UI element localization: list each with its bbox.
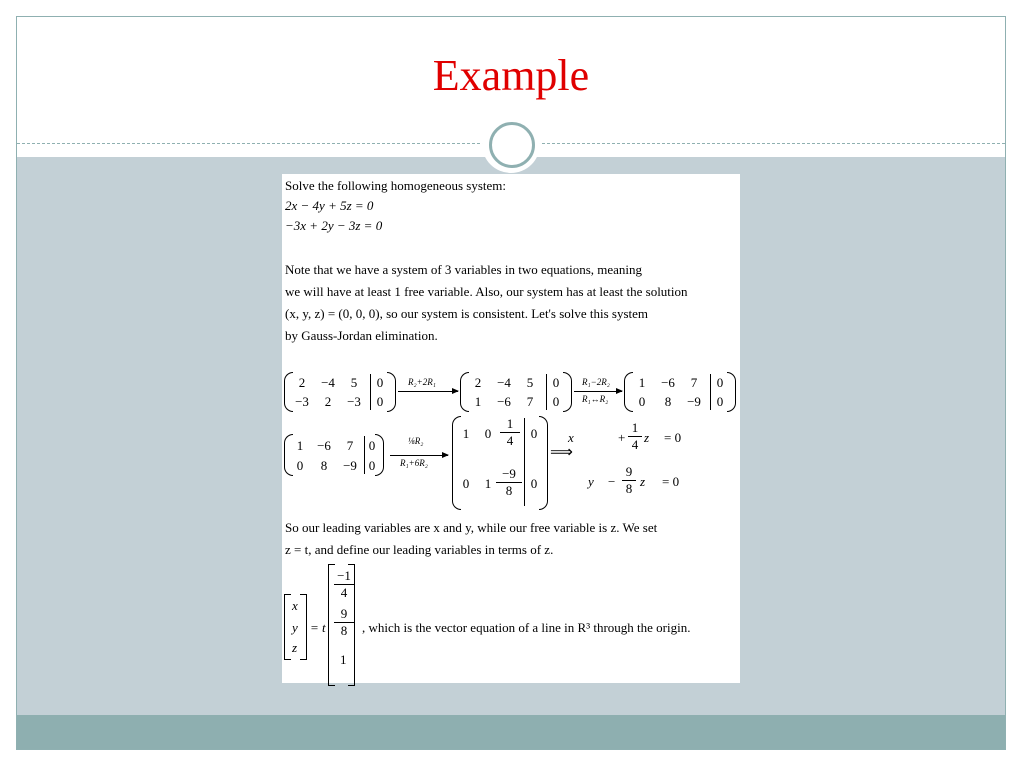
sol-plus: + <box>618 430 626 445</box>
matrix-3: 1 −6 7 0 0 8 −9 0 <box>624 372 736 414</box>
sol-y: y <box>588 474 594 489</box>
matrix-4: 1 −6 7 0 0 8 −9 0 <box>284 434 384 476</box>
row-op-3b: R₁+6R₂ <box>400 458 428 468</box>
note-line-1: Note that we have a system of 3 variables in two equations, meaning <box>285 262 643 277</box>
row-op-1: R₂+2R₁ <box>408 377 436 387</box>
note-line-3: (x, y, z) = (0, 0, 0), so our system is consistent. Let's solve this system <box>285 306 649 321</box>
lead-line-1: So our leading variables are x and y, while our free variable is z. We set <box>285 520 658 535</box>
sol-eq2: = 0 <box>662 474 680 489</box>
vec-y: y <box>292 620 298 635</box>
note-line-2: we will have at least 1 free variable. Also, our system has at least the solution <box>285 284 688 299</box>
row-op-2a: R₁−2R₂ <box>582 377 610 387</box>
sol-z1: z <box>644 430 650 445</box>
row-op-2b: R₁↔R₂ <box>582 394 609 404</box>
sol-eq1: = 0 <box>664 430 682 445</box>
intro-text: Solve the following homogeneous system: <box>285 178 506 193</box>
ring-icon <box>489 122 535 168</box>
sol-frac-2: $\frac{9}{8}$ <box>622 464 636 497</box>
closing-text: , which is the vector equation of a line in R³ through the origin. <box>362 620 691 635</box>
right-bracket <box>300 594 307 660</box>
right-bracket <box>348 564 355 686</box>
sol-x: x <box>568 430 574 445</box>
document-image <box>282 174 740 683</box>
arrow-icon <box>398 391 458 392</box>
vec-x: x <box>292 598 298 613</box>
vec-a: $\frac{-1}{4}$ <box>334 568 354 601</box>
vec-c: 1 <box>340 652 347 667</box>
left-bracket <box>284 594 291 660</box>
row-op-3a: ⅛R₂ <box>408 436 424 446</box>
matrix-2: 2 −4 5 0 1 −6 7 0 <box>460 372 572 414</box>
arrow-icon <box>574 391 622 392</box>
equation-2: −3x + 2y − 3z = 0 <box>285 218 383 233</box>
implies-icon: ⟹ <box>550 444 573 461</box>
sol-minus: − <box>608 474 616 489</box>
footer-band <box>17 715 1005 749</box>
equation-1: 2x − 4y + 5z = 0 <box>285 198 374 213</box>
vec-b: $\frac{9}{8}$ <box>334 606 354 639</box>
sol-z2: z <box>640 474 646 489</box>
vec-z: z <box>292 640 298 655</box>
sol-frac-1: $\frac{1}{4}$ <box>628 420 642 453</box>
note-line-4: by Gauss-Jordan elimination. <box>285 328 438 343</box>
slide-title: Example <box>432 51 590 100</box>
matrix-1: 2 −4 5 0 −3 2 −3 0 <box>284 372 396 414</box>
matrix-5: 1 0 $\frac{1}{4}$ 0 0 1 $\frac{-9}{8}$ 0 <box>452 416 548 510</box>
lead-line-2: z = t, and define our leading variables in terms of z. <box>285 542 554 557</box>
vec-eq: = t <box>310 620 326 635</box>
slide <box>16 16 1006 750</box>
arrow-icon <box>390 455 448 456</box>
